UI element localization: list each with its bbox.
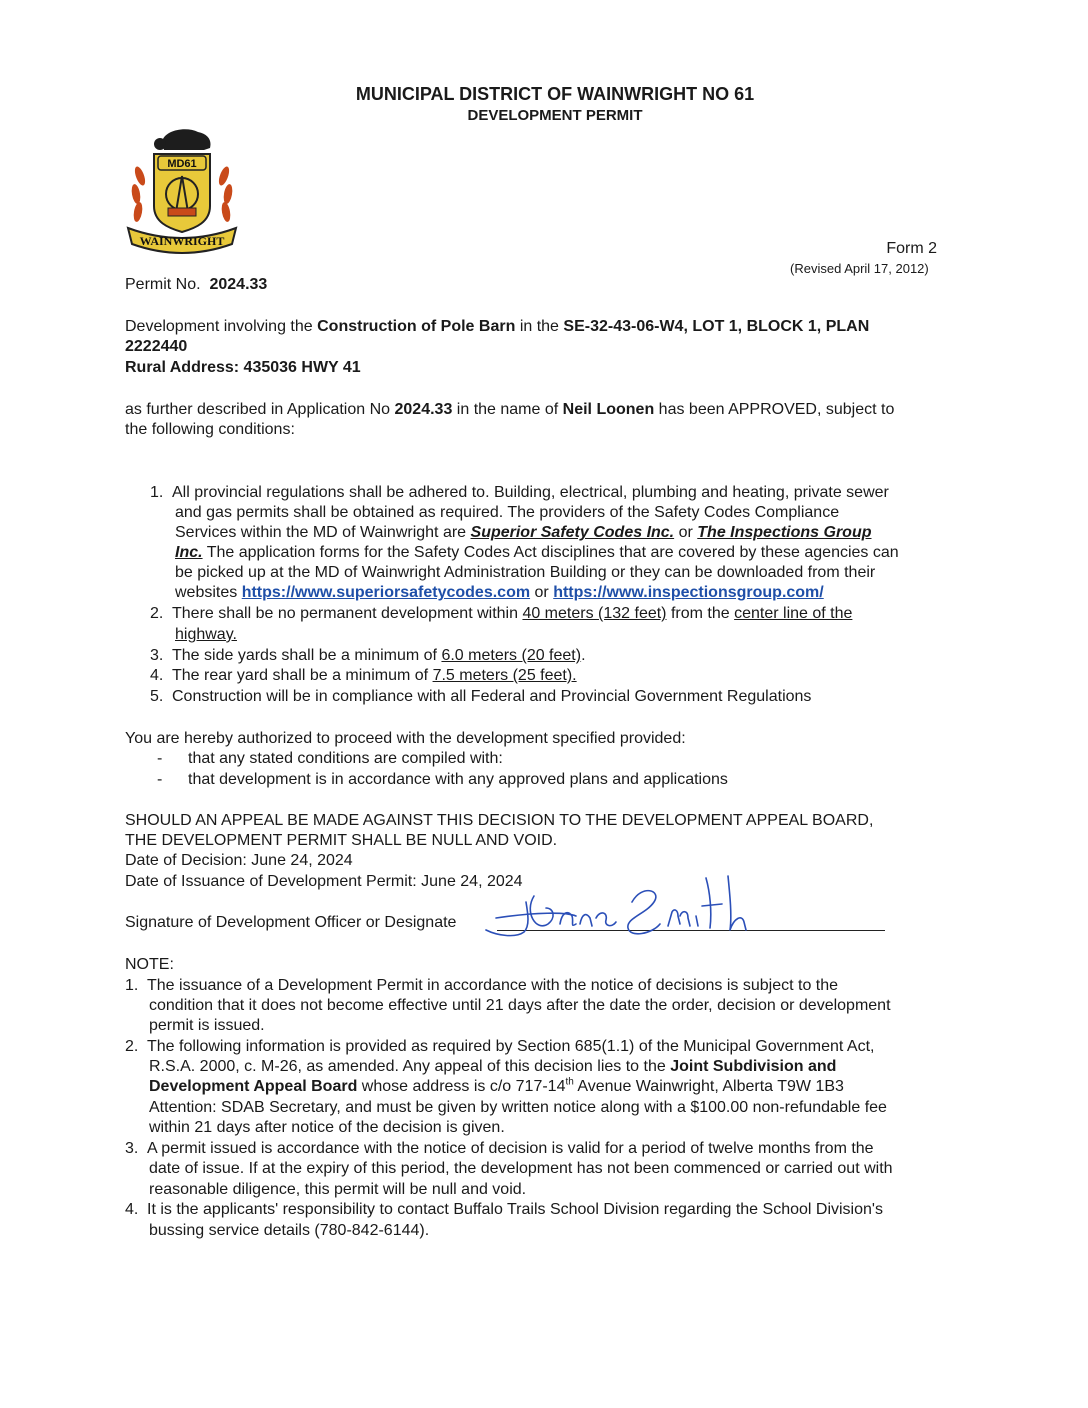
condition-5 xyxy=(150,687,811,707)
rear-yard-minimum: 7.5 meters (25 feet). xyxy=(432,667,577,684)
condition-1-websites: websites xyxy=(175,584,238,601)
note-4-number: 4. xyxy=(125,1201,139,1218)
permit-number-label: Permit No. xyxy=(125,276,201,293)
svg-text:MD61: MD61 xyxy=(167,158,197,170)
appeal-board-address: whose address is c/o 717-14 xyxy=(361,1078,566,1095)
condition-2-number: 2. xyxy=(150,605,164,622)
condition-1-providers: Services within the MD of Wainwright are xyxy=(175,524,467,541)
side-yard-minimum: 6.0 meters (20 feet) xyxy=(441,647,582,664)
address-ordinal: th xyxy=(565,1076,574,1088)
development-in-the: in the xyxy=(519,318,559,335)
date-of-decision: Date of Decision: June 24, 2024 xyxy=(125,852,353,869)
development-project: Construction of Pole Barn xyxy=(317,318,516,335)
permit-number-value: 2024.33 xyxy=(209,276,268,293)
authorization-item-text: that development is in accordance with any approved plans and applications xyxy=(188,771,728,788)
note-heading: NOTE: xyxy=(125,956,174,973)
superior-safety-codes-name: Superior Safety Codes Inc. xyxy=(470,524,675,541)
svg-text:WAINWRIGHT: WAINWRIGHT xyxy=(139,234,225,248)
condition-2-line-1 xyxy=(150,604,852,624)
condition-1-line-1 xyxy=(150,483,889,503)
condition-2-from: from the xyxy=(670,605,730,622)
application-line-1 xyxy=(125,400,894,420)
document-subtitle: DEVELOPMENT PERMIT xyxy=(467,107,643,124)
note-2-line-5: within 21 days after notice of the decision is given. xyxy=(149,1119,505,1136)
superior-safety-codes-link[interactable]: https://www.superiorsafetycodes.com xyxy=(241,584,531,601)
application-number: 2024.33 xyxy=(394,401,453,418)
condition-1-line-4 xyxy=(175,543,899,563)
condition-1-or: or xyxy=(678,524,693,541)
condition-1-line-6 xyxy=(175,583,824,603)
condition-3-number: 3. xyxy=(150,647,164,664)
permit-number-row xyxy=(125,275,267,295)
application-status: has been APPROVED, subject to xyxy=(658,401,895,418)
condition-1-line-2: and gas permits shall be obtained as required. The providers of the Safety Codes Compliance xyxy=(175,504,840,521)
document-title: MUNICIPAL DISTRICT OF WAINWRIGHT NO 61 xyxy=(355,84,755,104)
condition-1-text: All provincial regulations shall be adhered to. Building, electrical, plumbing and heating, private sewer xyxy=(172,484,889,501)
note-1-number: 1. xyxy=(125,977,139,994)
note-2-text: The following information is provided as required by Section 685(1.1) of the Municipal Government Act, xyxy=(147,1038,875,1055)
condition-1-number: 1. xyxy=(150,484,164,501)
signature-label: Signature of Development Officer or Designate xyxy=(125,914,457,931)
authorization-item-text: that any stated conditions are compiled with: xyxy=(188,750,503,767)
note-4-line-2: bussing service details (780-842-6144). xyxy=(149,1222,430,1239)
rural-address: Rural Address: 435036 HWY 41 xyxy=(125,359,361,376)
date-of-issuance: Date of Issuance of Development Permit: June 24, 2024 xyxy=(125,873,523,890)
note-1-line-2: condition that it does not become effective until 21 days after the date the order, decision or development xyxy=(149,997,891,1014)
note-3-number: 3. xyxy=(125,1140,139,1157)
note-2-line-1 xyxy=(125,1037,875,1057)
note-2-appeal-text: R.S.A. 2000, c. M-26, as amended. Any appeal of this decision lies to the xyxy=(149,1058,666,1075)
condition-3 xyxy=(150,646,586,666)
condition-1-forms: The application forms for the Safety Codes Act disciplines that are covered by these agencies can xyxy=(206,544,899,561)
condition-3-text: The side yards shall be a minimum of xyxy=(172,647,437,664)
form-number: Form 2 xyxy=(886,240,937,257)
condition-2-distance: 40 meters (132 feet) xyxy=(522,605,667,622)
appeal-warning-line-1: SHOULD AN APPEAL BE MADE AGAINST THIS DECISION TO THE DEVELOPMENT APPEAL BOARD, xyxy=(125,812,874,829)
signature-image xyxy=(476,872,766,946)
condition-4-text: The rear yard shall be a minimum of xyxy=(172,667,429,684)
note-2-line-3 xyxy=(149,1077,844,1097)
development-prefix: Development involving the xyxy=(125,318,313,335)
application-line-2: the following conditions: xyxy=(125,421,295,438)
inspections-group-link[interactable]: https://www.inspectionsgroup.com/ xyxy=(553,584,824,601)
appeal-warning-line-2: THE DEVELOPMENT PERMIT SHALL BE NULL AND VOID. xyxy=(125,832,558,849)
inspections-group-name-end: Inc. xyxy=(175,544,203,561)
condition-4 xyxy=(150,666,577,686)
note-1-line-1 xyxy=(125,976,838,996)
note-3-line-3: reasonable diligence, this permit will be null and void. xyxy=(149,1181,527,1198)
condition-1-url-or: or xyxy=(534,584,549,601)
development-line-1 xyxy=(125,317,869,337)
authorization-item: - that development is in accordance with any approved plans and applications xyxy=(157,771,728,788)
legal-description-plan: 2222440 xyxy=(125,338,188,355)
appeal-board-name-end: Development Appeal Board xyxy=(149,1078,358,1095)
note-3-text: A permit issued is accordance with the notice of decision is valid for a period of twelve months from the xyxy=(147,1140,874,1157)
legal-description: SE-32-43-06-W4, LOT 1, BLOCK 1, PLAN xyxy=(563,318,870,335)
condition-1-line-5: be picked up at the MD of Wainwright Administration Building or they can be downloaded from their xyxy=(175,564,876,581)
note-1-text: The issuance of a Development Permit in accordance with the notice of decisions is subject to the xyxy=(147,977,839,994)
application-prefix: as further described in Application No xyxy=(125,401,391,418)
note-2-number: 2. xyxy=(125,1038,139,1055)
condition-5-text: Construction will be in compliance with all Federal and Provincial Government Regulations xyxy=(172,688,812,705)
condition-1-line-3 xyxy=(175,523,872,543)
condition-2-text: There shall be no permanent development within xyxy=(172,605,518,622)
note-3-line-2: date of issue. If at the expiry of this period, the development has not been commenced or carried out with xyxy=(149,1160,893,1177)
authorization-intro: You are hereby authorized to proceed with the development specified provided: xyxy=(125,730,686,747)
note-3-line-1 xyxy=(125,1139,874,1159)
inspections-group-name: The Inspections Group xyxy=(697,524,872,541)
condition-5-number: 5. xyxy=(150,688,164,705)
appeal-board-address-end: Avenue Wainwright, Alberta T9W 1B3 xyxy=(577,1078,844,1095)
application-in-name: in the name of xyxy=(456,401,559,418)
note-1-line-3: permit is issued. xyxy=(149,1017,265,1034)
condition-2-centerline: center line of the xyxy=(734,605,853,622)
condition-2-line-2: highway. xyxy=(175,626,237,643)
condition-3-period: . xyxy=(581,647,586,664)
condition-4-number: 4. xyxy=(150,667,164,684)
md-wainwright-crest-icon xyxy=(124,124,240,256)
authorization-item: - that any stated conditions are compiled with: xyxy=(157,750,503,767)
note-2-line-4: Attention: SDAB Secretary, and must be given by written notice along with a $100.00 non-refundable fee xyxy=(149,1099,887,1116)
applicant-name: Neil Loonen xyxy=(562,401,655,418)
form-revised-date: (Revised April 17, 2012) xyxy=(790,261,929,276)
appeal-board-name: Joint Subdivision and xyxy=(670,1058,837,1075)
note-4-line-1 xyxy=(125,1200,883,1220)
note-4-text: It is the applicants' responsibility to contact Buffalo Trails School Division regarding the School Division's xyxy=(147,1201,883,1218)
note-2-line-2 xyxy=(149,1057,836,1077)
